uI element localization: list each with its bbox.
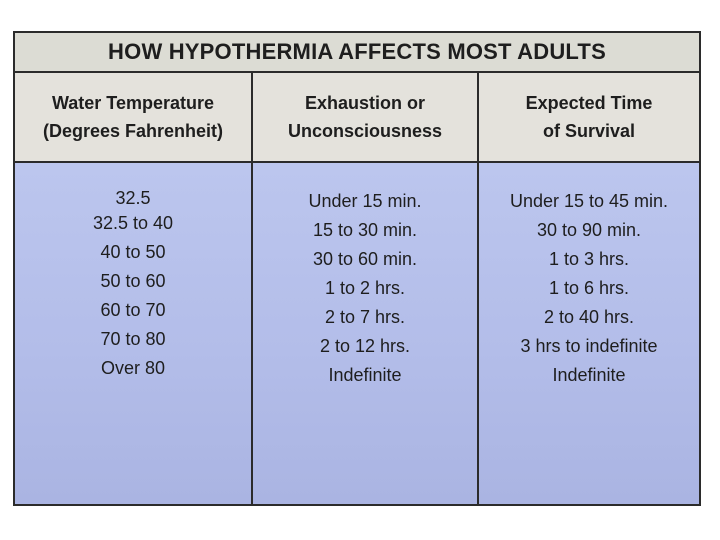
column-exhaustion: [253, 163, 479, 504]
table-cell: 15 to 30 min.: [312, 220, 418, 240]
table-cell: 2 to 12 hrs.: [319, 336, 411, 356]
table-title: HOW HYPOTHERMIA AFFECTS MOST ADULTS: [108, 39, 606, 64]
header-survival-time: [479, 73, 699, 161]
column-water-temperature: [15, 163, 253, 504]
table-cell: 32.5 to 40: [92, 213, 174, 233]
header-line: Expected Time: [525, 93, 653, 113]
column-survival-time: [479, 163, 699, 504]
table-cell: 2 to 7 hrs.: [324, 307, 406, 327]
hypothermia-table: [13, 31, 701, 506]
table-title-bar: [15, 33, 699, 73]
header-line: Water Temperature: [51, 93, 215, 113]
table-cell: 60 to 70: [100, 300, 166, 320]
table-body: [15, 163, 699, 504]
table-cell: Indefinite: [552, 365, 626, 385]
header-line: Exhaustion or: [304, 93, 425, 113]
table-cell: 1 to 3 hrs.: [548, 249, 630, 269]
table-cell: Under 15 min.: [308, 191, 422, 211]
table-cell: 50 to 60: [100, 271, 166, 291]
table-cell: 32.5: [115, 188, 151, 208]
header-line: of Survival: [542, 121, 636, 141]
header-exhaustion: [253, 73, 479, 161]
header-water-temperature: [15, 73, 253, 161]
table-cell: 3 hrs to indefinite: [520, 336, 658, 356]
table-cell: 1 to 2 hrs.: [324, 278, 406, 298]
table-cell: 70 to 80: [100, 329, 166, 349]
table-cell: 40 to 50: [100, 242, 166, 262]
table-header-row: [15, 73, 699, 163]
table-cell: Over 80: [100, 358, 166, 378]
table-cell: 30 to 60 min.: [312, 249, 418, 269]
table-cell: 30 to 90 min.: [536, 220, 642, 240]
table-cell: 2 to 40 hrs.: [543, 307, 635, 327]
header-line: Unconsciousness: [287, 121, 443, 141]
header-line: (Degrees Fahrenheit): [42, 121, 224, 141]
table-cell: 1 to 6 hrs.: [548, 278, 630, 298]
table-cell: Under 15 to 45 min.: [509, 191, 669, 211]
table-cell: Indefinite: [328, 365, 402, 385]
